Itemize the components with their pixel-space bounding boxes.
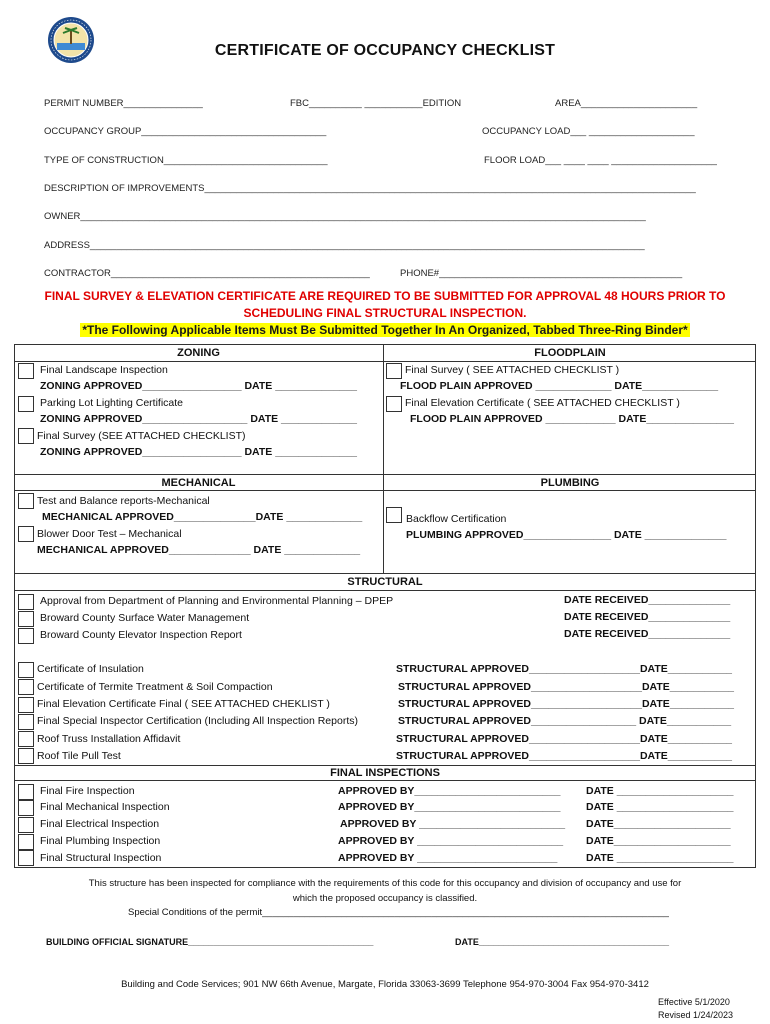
permit-number-field[interactable]: PERMIT NUMBER_______________ xyxy=(44,98,203,109)
structural-heading: STRUCTURAL xyxy=(347,576,423,588)
structural-approval-line[interactable]: STRUCTURAL APPROVED___________________DATE___________ xyxy=(396,733,732,745)
divider xyxy=(14,361,756,362)
description-field[interactable]: DESCRIPTION OF IMPROVEMENTS_____________________________________________________________________________________________ xyxy=(44,183,696,194)
contractor-field[interactable]: CONTRACTOR_________________________________________________ xyxy=(44,268,370,279)
checkbox-special-inspector[interactable] xyxy=(18,714,34,730)
binder-notice xyxy=(14,323,756,337)
occupancy-load-field[interactable]: OCCUPANCY LOAD___ ____________________ xyxy=(482,126,695,137)
zoning-item-label: Final Landscape Inspection xyxy=(40,364,168,376)
occupancy-group-field[interactable]: OCCUPANCY GROUP___________________________________ xyxy=(44,126,327,137)
zoning-approval-line[interactable]: ZONING APPROVED_________________ DATE ______________ xyxy=(40,446,357,458)
floodplain-approval-line[interactable]: FLOOD PLAIN APPROVED ____________ DATE_______________ xyxy=(410,413,734,425)
mechanical-item-label: Test and Balance reports-Mechanical xyxy=(37,495,210,507)
structural-item-label: Broward County Elevator Inspection Report xyxy=(40,629,242,641)
checkbox-insulation[interactable] xyxy=(18,662,34,678)
checkbox-final-electrical[interactable] xyxy=(18,817,34,833)
structural-approval-line[interactable]: STRUCTURAL APPROVED___________________DATE___________ xyxy=(396,750,732,762)
floodplain-approval-line[interactable]: FLOOD PLAIN APPROVED _____________ DATE_____________ xyxy=(400,380,719,392)
binder-notice-text: *The Following Applicable Items Must Be Submitted Together In An Organized, Tabbed Three-Ring Binder* xyxy=(82,323,688,337)
date-received-line[interactable]: DATE RECEIVED______________ xyxy=(564,628,731,640)
special-conditions-field[interactable]: Special Conditions of the permit_____________________________________________________________________________ xyxy=(128,907,669,918)
checkbox-roof-tile[interactable] xyxy=(18,748,34,764)
checkbox-surface-water[interactable] xyxy=(18,611,34,627)
official-signature-field[interactable]: BUILDING OFFICIAL SIGNATURE_____________________________________ xyxy=(46,937,374,947)
plumbing-approval-line[interactable]: PLUMBING APPROVED_______________ DATE ______________ xyxy=(406,529,727,541)
effective-date: Effective 5/1/2020 xyxy=(658,997,730,1007)
signature-date-field[interactable]: DATE______________________________________ xyxy=(455,937,670,947)
zoning-item-label: Final Survey (SEE ATTACHED CHECKLIST) xyxy=(37,430,246,442)
date-line[interactable]: DATE ____________________ xyxy=(586,785,734,797)
structural-item-label: Approval from Department of Planning and Environmental Planning – DPEP xyxy=(40,595,394,607)
checkbox-final-fire[interactable] xyxy=(18,784,34,800)
column-divider xyxy=(383,344,384,573)
area-field[interactable]: AREA______________________ xyxy=(555,98,698,109)
structural-approval-line[interactable]: STRUCTURAL APPROVED___________________DATE___________ xyxy=(398,681,734,693)
compliance-statement: This structure has been inspected for compliance with the requirements of this code for this occupancy and division of occupancy and use for xyxy=(88,878,682,889)
structural-item-label: Final Elevation Certificate Final ( SEE ATTACHED CHEKLIST ) xyxy=(37,698,330,710)
checkbox-final-structural[interactable] xyxy=(18,850,34,866)
mechanical-heading: MECHANICAL xyxy=(161,477,236,489)
structural-approval-line[interactable]: STRUCTURAL APPROVED__________________ DATE___________ xyxy=(398,715,732,727)
zoning-item-label: Parking Lot Lighting Certificate xyxy=(40,397,183,409)
page-title: CERTIFICATE OF OCCUPANCY CHECKLIST xyxy=(214,42,556,59)
date-received-line[interactable]: DATE RECEIVED______________ xyxy=(564,594,731,606)
zoning-approval-line[interactable]: ZONING APPROVED__________________ DATE _____________ xyxy=(40,413,357,425)
checkbox-dpep[interactable] xyxy=(18,594,34,610)
floodplain-item-label: Final Elevation Certificate ( SEE ATTACHED CHECKLIST ) xyxy=(405,397,680,409)
structural-item-label: Certificate of Termite Treatment & Soil Compaction xyxy=(37,681,273,693)
approved-by-line[interactable]: APPROVED BY _________________________ xyxy=(338,835,564,847)
structural-approval-line[interactable]: STRUCTURAL APPROVED___________________DATE___________ xyxy=(398,698,734,710)
checkbox-elevator[interactable] xyxy=(18,628,34,644)
date-received-line[interactable]: DATE RECEIVED______________ xyxy=(564,611,731,623)
final-inspection-label: Final Structural Inspection xyxy=(40,852,162,864)
zoning-heading: ZONING xyxy=(177,347,220,359)
divider xyxy=(14,780,756,781)
checkbox-elevation-cert[interactable] xyxy=(18,697,34,713)
floodplain-item-label: Final Survey ( SEE ATTACHED CHECKLIST ) xyxy=(405,364,620,376)
checkbox-flood-final-survey[interactable] xyxy=(386,363,402,379)
date-line[interactable]: DATE ____________________ xyxy=(586,801,734,813)
revised-date: Revised 1/24/2023 xyxy=(658,1010,734,1020)
contact-address: Building and Code Services; 901 NW 66th Avenue, Margate, Florida 33063-3699 Telephone 954-970-3004 Fax 954-970-3412 xyxy=(121,979,649,990)
checkbox-termite[interactable] xyxy=(18,679,34,695)
structural-item-label: Roof Tile Pull Test xyxy=(37,750,121,762)
checkbox-test-balance[interactable] xyxy=(18,493,34,509)
checkbox-flood-elevation[interactable] xyxy=(386,396,402,412)
structural-approval-line[interactable]: STRUCTURAL APPROVED___________________DATE___________ xyxy=(396,663,732,675)
checkbox-blower-door[interactable] xyxy=(18,526,34,542)
approved-by-line[interactable]: APPROVED BY_________________________ xyxy=(338,785,561,797)
approved-by-line[interactable]: APPROVED BY ________________________ xyxy=(338,852,558,864)
floor-load-field[interactable]: FLOOR LOAD___ ____ ____ ____________________ xyxy=(484,155,717,166)
divider xyxy=(14,573,756,574)
structural-item-label: Broward County Surface Water Management xyxy=(40,612,250,624)
checkbox-final-mechanical[interactable] xyxy=(18,800,34,816)
phone-field[interactable]: PHONE#______________________________________________ xyxy=(400,268,683,279)
mechanical-item-label: Blower Door Test – Mechanical xyxy=(37,528,182,540)
approved-by-line[interactable]: APPROVED BY _________________________ xyxy=(340,818,566,830)
final-inspections-heading: FINAL INSPECTIONS xyxy=(330,767,440,779)
checkbox-backflow[interactable] xyxy=(386,507,402,523)
checkbox-final-survey[interactable] xyxy=(18,428,34,444)
plumbing-heading: PLUMBING xyxy=(540,477,600,489)
approved-by-line[interactable]: APPROVED BY_________________________ xyxy=(338,801,561,813)
plumbing-item-label: Backflow Certification xyxy=(406,513,507,525)
divider xyxy=(14,490,756,491)
date-line[interactable]: DATE ____________________ xyxy=(586,852,734,864)
mechanical-approval-line[interactable]: MECHANICAL APPROVED______________ DATE _____________ xyxy=(37,544,361,556)
final-inspection-label: Final Plumbing Inspection xyxy=(40,835,161,847)
divider xyxy=(14,590,756,591)
compliance-statement-2: which the proposed occupancy is classified. xyxy=(292,893,478,904)
final-inspection-label: Final Mechanical Inspection xyxy=(40,801,170,813)
notice-line-1: FINAL SURVEY & ELEVATION CERTIFICATE ARE REQUIRED TO BE SUBMITTED FOR APPROVAL 48 HOURS PRIOR TO xyxy=(44,289,726,303)
date-line[interactable]: DATE____________________ xyxy=(586,835,731,847)
divider xyxy=(14,765,756,766)
final-inspection-label: Final Electrical Inspection xyxy=(40,818,160,830)
structural-item-label: Certificate of Insulation xyxy=(37,663,144,675)
final-inspection-label: Final Fire Inspection xyxy=(40,785,135,797)
type-of-construction-field[interactable]: TYPE OF CONSTRUCTION_______________________________ xyxy=(44,155,328,166)
mechanical-approval-line[interactable]: MECHANICAL APPROVED______________DATE _____________ xyxy=(42,511,363,523)
date-line[interactable]: DATE____________________ xyxy=(586,818,731,830)
notice-line-2: SCHEDULING FINAL STRUCTURAL INSPECTION. xyxy=(243,306,527,320)
structural-item-label: Final Special Inspector Certification (Including All Inspection Reports) xyxy=(37,715,358,727)
address-field[interactable]: ADDRESS_________________________________________________________________________________________________________ xyxy=(44,240,645,251)
floodplain-heading: FLOODPLAIN xyxy=(534,347,606,359)
divider xyxy=(14,474,756,475)
checkbox-final-plumbing[interactable] xyxy=(18,834,34,850)
checkbox-final-landscape[interactable] xyxy=(18,363,34,379)
owner-field[interactable]: OWNER___________________________________________________________________________________________________________ xyxy=(44,211,646,222)
structural-item-label: Roof Truss Installation Affidavit xyxy=(37,733,181,745)
zoning-approval-line[interactable]: ZONING APPROVED_________________ DATE ______________ xyxy=(40,380,357,392)
checkbox-parking-lighting[interactable] xyxy=(18,396,34,412)
checkbox-roof-truss[interactable] xyxy=(18,731,34,747)
fbc-edition-field[interactable]: FBC__________ ___________EDITION xyxy=(290,98,462,109)
